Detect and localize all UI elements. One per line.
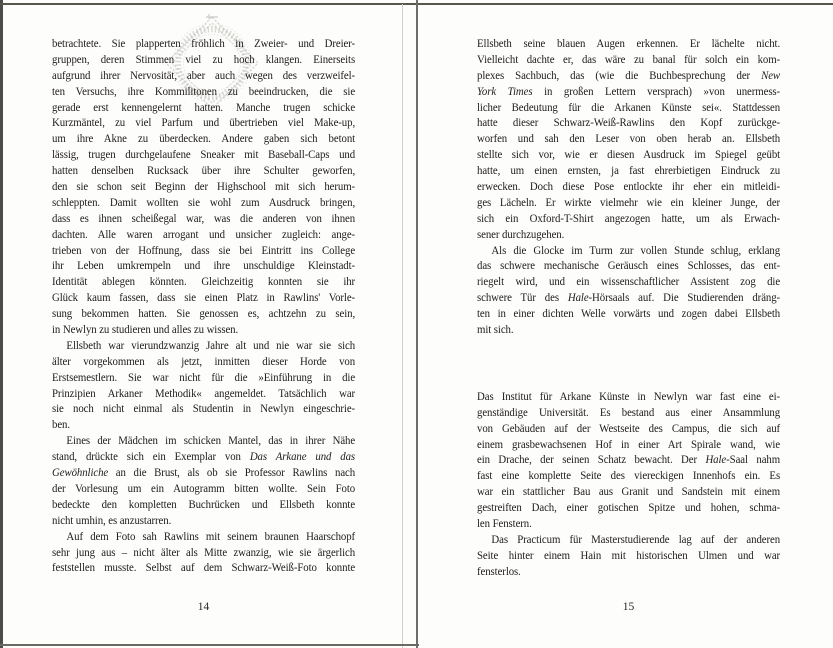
text-line: ihr Leben umkrempeln und ihre unschuldige Kleinstadt-	[52, 258, 356, 273]
text-line: Erstsemestlern. Sie war nicht für die »Einführung in die	[52, 369, 356, 384]
paragraph	[52, 36, 355, 338]
gutter-line	[416, 0, 418, 648]
text-line: sie noch nicht einmal als Studentin in Newlyn eingeschrie-	[52, 401, 356, 416]
text-line: von Gebäuden auf der Westseite des Campus, die sich auf	[477, 420, 781, 435]
text-line: den sie schon seit Beginn der Highschool mit sich herum-	[52, 179, 356, 194]
text-line: einem grasbewachsenen Hof in einer Art Spirale wand, wie	[477, 436, 781, 451]
paragraph	[477, 532, 780, 580]
text-line: ges Lächeln. Er wirkte vielmehr wie ein kleiner Junge, der	[477, 194, 781, 209]
text-line: gerade erst kennengelernt hatten. Manche trugen schicke	[52, 99, 356, 114]
text-line: stand, drückte sich ein Exemplar von Das Arkane und das	[52, 449, 356, 464]
text-line: Gewöhnliche an die Brust, als ob sie Professor Rawlins nach	[52, 465, 356, 480]
text-line: betrachtete. Sie plapperten fröhlich in Zweier- und Dreier-	[52, 36, 356, 50]
page-number-left: 14	[197, 601, 210, 613]
text-line: ten Versuchs, ihre Kommilitonen zu beeindrucken, die sie	[52, 83, 356, 98]
text-line: das schwere mechanische Geräusch eines Schlosses, das ent-	[477, 258, 781, 273]
text-line: York Times in großen Lettern versprach) »von unermess-	[477, 83, 781, 98]
text-line: nicht umhin, es anzustarren.	[52, 512, 172, 527]
text-line: Eines der Mädchen im schicken Mantel, das in ihrer Nähe	[66, 433, 356, 448]
page-15-text-column	[477, 36, 780, 580]
text-line: Prinzipien Arkaner Methodik« angemeldet. Tatsächlich war	[52, 385, 356, 400]
text-line: feststellen musste. Selbst auf dem Schwarz-Weiß-Foto konnte	[52, 560, 356, 575]
text-line: erwecken. Doch diese Pose entlockte ihr eher ein mitleidi-	[477, 179, 781, 194]
paragraph	[52, 433, 355, 528]
text-line: plexes Sachbuch, das (wie die Buchbesprechung der New	[477, 67, 781, 82]
scan-edge	[0, 0, 3, 648]
text-line: um ihre Akne zu überdecken. Andere gaben sich betont	[52, 131, 356, 146]
text-line: genständige Universität. Es bestand aus einer Ansammlung	[477, 404, 781, 419]
text-line: dass es ihnen scheißegal war, was die anderen von ihnen	[52, 210, 356, 225]
left-page-bottom-border	[0, 644, 419, 646]
text-line: Das Practicum für Masterstudierende lag auf der anderen	[491, 531, 781, 546]
text-line: schwere Tür des Hale-Hörsaals auf. Die Studierenden dräng-	[477, 290, 781, 305]
paragraph	[477, 36, 780, 243]
text-line: dachten. Alle waren arrogant und unsicher zugleich: ange-	[52, 226, 356, 241]
text-line: fensterlos.	[477, 563, 521, 578]
text-line: sung bekommen hatten. Sie genossen es, achtzehn zu sein,	[52, 306, 356, 321]
text-line: lässig, trugen durchgelaufene Sneaker mit Baseball-Caps und	[52, 147, 356, 162]
text-line: Das Institut für Arkane Künste in Newlyn war fast eine ei-	[477, 388, 781, 403]
text-line: gestreiften Dach, einer gotischen Spitze und hohen, schma-	[477, 500, 781, 515]
text-line: sehr jung aus – nicht älter als Mitte zwanzig, wie sie ärgerlich	[52, 544, 356, 559]
text-line: Auf dem Foto sah Rawlins mit seinem braunen Haarschopf	[66, 528, 356, 543]
text-line: gruppen, deren Stimmen viel zu hoch klangen. Einerseits	[52, 51, 356, 66]
text-line: ben.	[52, 417, 70, 432]
text-line: in Newlyn zu studieren und alles zu wissen.	[52, 322, 239, 337]
text-line: Seite hinter einem Hain mit historischen Ulmen und war	[477, 547, 781, 562]
text-line: Als die Glocke im Turm zur vollen Stunde schlug, erklang	[491, 242, 781, 257]
paragraph	[477, 389, 780, 532]
text-line: älter vorgekommen als jetzt, inmitten dieser Horde von	[52, 353, 356, 368]
text-line: ten in einer dichten Welle vorwärts und zogen dabei Ellsbeth	[477, 306, 781, 321]
text-line: der Vorlesung um ein Autogramm bitten wollte. Sein Foto	[52, 480, 356, 495]
text-line: Ellsbeth war vierundzwanzig Jahre alt und nie war sie sich	[66, 337, 356, 352]
paragraph	[477, 243, 780, 338]
text-line: Glück kaum fassen, dass sie einen Platz in Rawlins' Vorle-	[52, 290, 356, 305]
page-14-text-column	[52, 36, 355, 576]
text-line: licher Bedeutung für die Arkanen Künste sei«. Stattdessen	[477, 99, 781, 114]
text-line: fast eine komplette Seite des viereckigen Innenhofs ein. Es	[477, 468, 781, 483]
text-line: schleppten. Damit wollten sie wohl zum Ausdruck bringen,	[52, 194, 356, 209]
text-line: Ellsbeth seine blauen Augen erkennen. Er lächelte nicht.	[477, 36, 781, 50]
left-page-edge-line	[402, 4, 403, 648]
text-line: mit sich.	[477, 322, 514, 337]
text-line: Identität ablegen könnten. Gleichzeitig konnten sie ihr	[52, 274, 356, 289]
page-number-right: 15	[622, 601, 635, 613]
text-line: Vielleicht dachte er, das wäre zu banal für solch ein kom-	[477, 51, 781, 66]
text-line: war ein stattlicher Bau aus Granit und Sandstein mit einem	[477, 484, 781, 499]
text-line: hatten denselben Rucksack über ihre Schulter geworfen,	[52, 163, 356, 178]
text-line: Kurzmäntel, zu viel Parfum und übertrieben viel Make-up,	[52, 115, 356, 130]
text-line: sich ein Oxford-T-Shirt angezogen hatte, um als Erwach-	[477, 210, 781, 225]
text-line: sener durchzugehen.	[477, 226, 565, 241]
text-line: riegelt wird, und ein wissenschaftlicher Assistent zog die	[477, 274, 781, 289]
text-line: stellte sich vor, wie er diesen Ausdruck im Spiegel geübt	[477, 147, 781, 162]
text-line: trieben von der Hoffnung, dass sie bei Eintritt ins College	[52, 242, 356, 257]
text-line: len Fenstern.	[477, 516, 532, 531]
text-line: aufgrund ihrer Nervosität, aber auch wegen des verzweifel-	[52, 67, 356, 82]
text-line: bedeckte den kompletten Buchrücken und Ellsbeth konnte	[52, 496, 356, 511]
text-line: worfen und sah den Leser von oben herab an. Ellsbeth	[477, 131, 781, 146]
text-line: hatte, um einen ernsten, ja fast ehrerbietigen Eindruck zu	[477, 163, 781, 178]
paragraph	[52, 338, 355, 433]
text-line: ein Drache, der seinen Schatz bewacht. Der Hale-Saal nahm	[477, 452, 781, 467]
paragraph	[52, 529, 355, 577]
text-line: hatte dieser Schwarz-Weiß-Rawlins den Kopf zurückge-	[477, 115, 781, 130]
